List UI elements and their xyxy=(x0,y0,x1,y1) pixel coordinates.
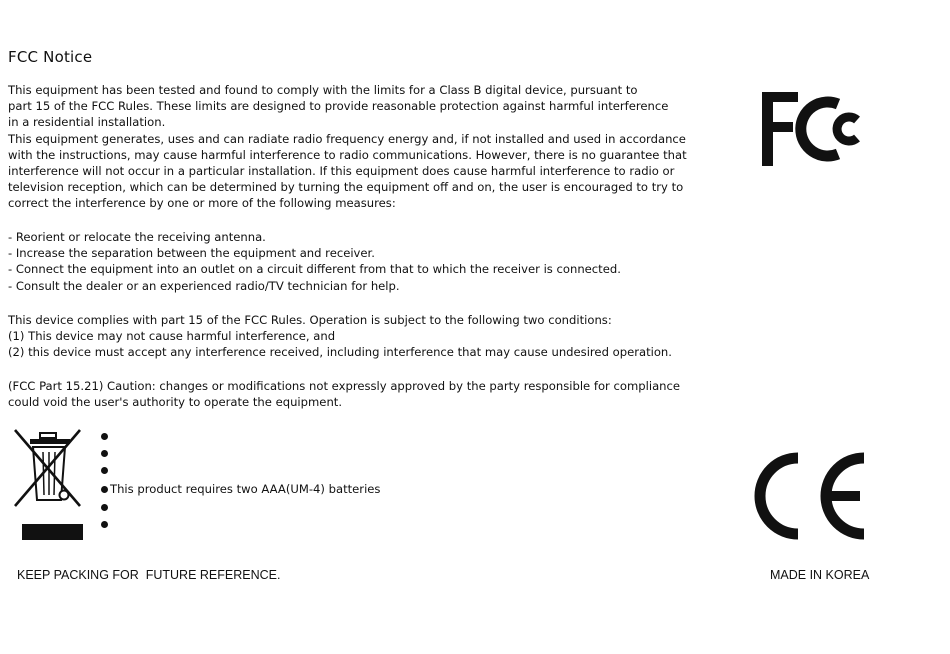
battery-requirement-text: This product requires two AAA(UM-4) batteries xyxy=(110,482,381,496)
fcc-compliance-paragraph xyxy=(8,82,743,212)
origin-label: MADE IN KOREA xyxy=(770,568,870,582)
bullet-dot-icon xyxy=(101,467,108,474)
bullet-item xyxy=(101,516,380,533)
bullet-dot-icon xyxy=(101,486,108,493)
paragraph-line: interference will not occur in a particular installation. If this equipment does cause harmful interference to radio or xyxy=(8,164,675,179)
ce-mark-logo xyxy=(746,448,872,544)
paragraph-line: part 15 of the FCC Rules. These limits are designed to provide reasonable protection against harmful interference xyxy=(8,99,669,114)
paragraph-line: This equipment has been tested and found to comply with the limits for a Class B digital device, pursuant to xyxy=(8,83,638,97)
paragraph-line: correct the interference by one or more of the following measures: xyxy=(8,196,396,211)
interference-measures-list xyxy=(8,229,743,294)
bullet-item xyxy=(101,428,380,445)
bullet-item xyxy=(101,499,380,516)
bullet-dot-icon xyxy=(101,433,108,440)
part15-conditions xyxy=(8,312,743,361)
caution-line: could void the user's authority to operate the equipment. xyxy=(8,395,343,410)
caution-line: (FCC Part 15.21) Caution: changes or modifications not expressly approved by the party responsible for compliance xyxy=(8,379,681,393)
bullet-item xyxy=(101,462,380,479)
caution-paragraph xyxy=(8,378,743,410)
bullet-item xyxy=(101,479,380,499)
bullet-dot-icon xyxy=(101,450,108,457)
paragraph-line: This equipment generates, uses and can radiate radio frequency energy and, if not installed and used in accordance xyxy=(8,131,686,146)
measure-item: - Consult the dealer or an experienced radio/TV technician for help. xyxy=(8,278,400,293)
paragraph-line: with the instructions, may cause harmful interference to radio communications. However, there is no guarantee that xyxy=(8,147,687,162)
bullet-dot-icon xyxy=(101,521,108,528)
page-title: FCC Notice xyxy=(8,48,93,66)
condition-line: This device complies with part 15 of the FCC Rules. Operation is subject to the following two conditions: xyxy=(8,313,612,327)
measure-item: - Increase the separation between the equipment and receiver. xyxy=(8,246,375,261)
crossed-out-wheelie-bin-icon xyxy=(10,428,88,544)
fcc-logo xyxy=(758,88,868,170)
condition-line: (2) this device must accept any interference received, including interference that may cause undesired operation. xyxy=(8,345,672,360)
bullet-dot-icon xyxy=(101,504,108,511)
paragraph-line: in a residential installation. xyxy=(8,115,166,130)
battery-bullet-list xyxy=(101,428,380,533)
paragraph-line: television reception, which can be determined by turning the equipment off and on, the user is encouraged to try to xyxy=(8,180,684,195)
condition-line: (1) This device may not cause harmful interference, and xyxy=(8,329,336,344)
measure-item: - Reorient or relocate the receiving antenna. xyxy=(8,230,266,244)
keep-packing-note: KEEP PACKING FOR FUTURE REFERENCE. xyxy=(17,568,281,582)
measure-item: - Connect the equipment into an outlet on a circuit different from that to which the receiver is connected. xyxy=(8,262,621,277)
bullet-item xyxy=(101,445,380,462)
